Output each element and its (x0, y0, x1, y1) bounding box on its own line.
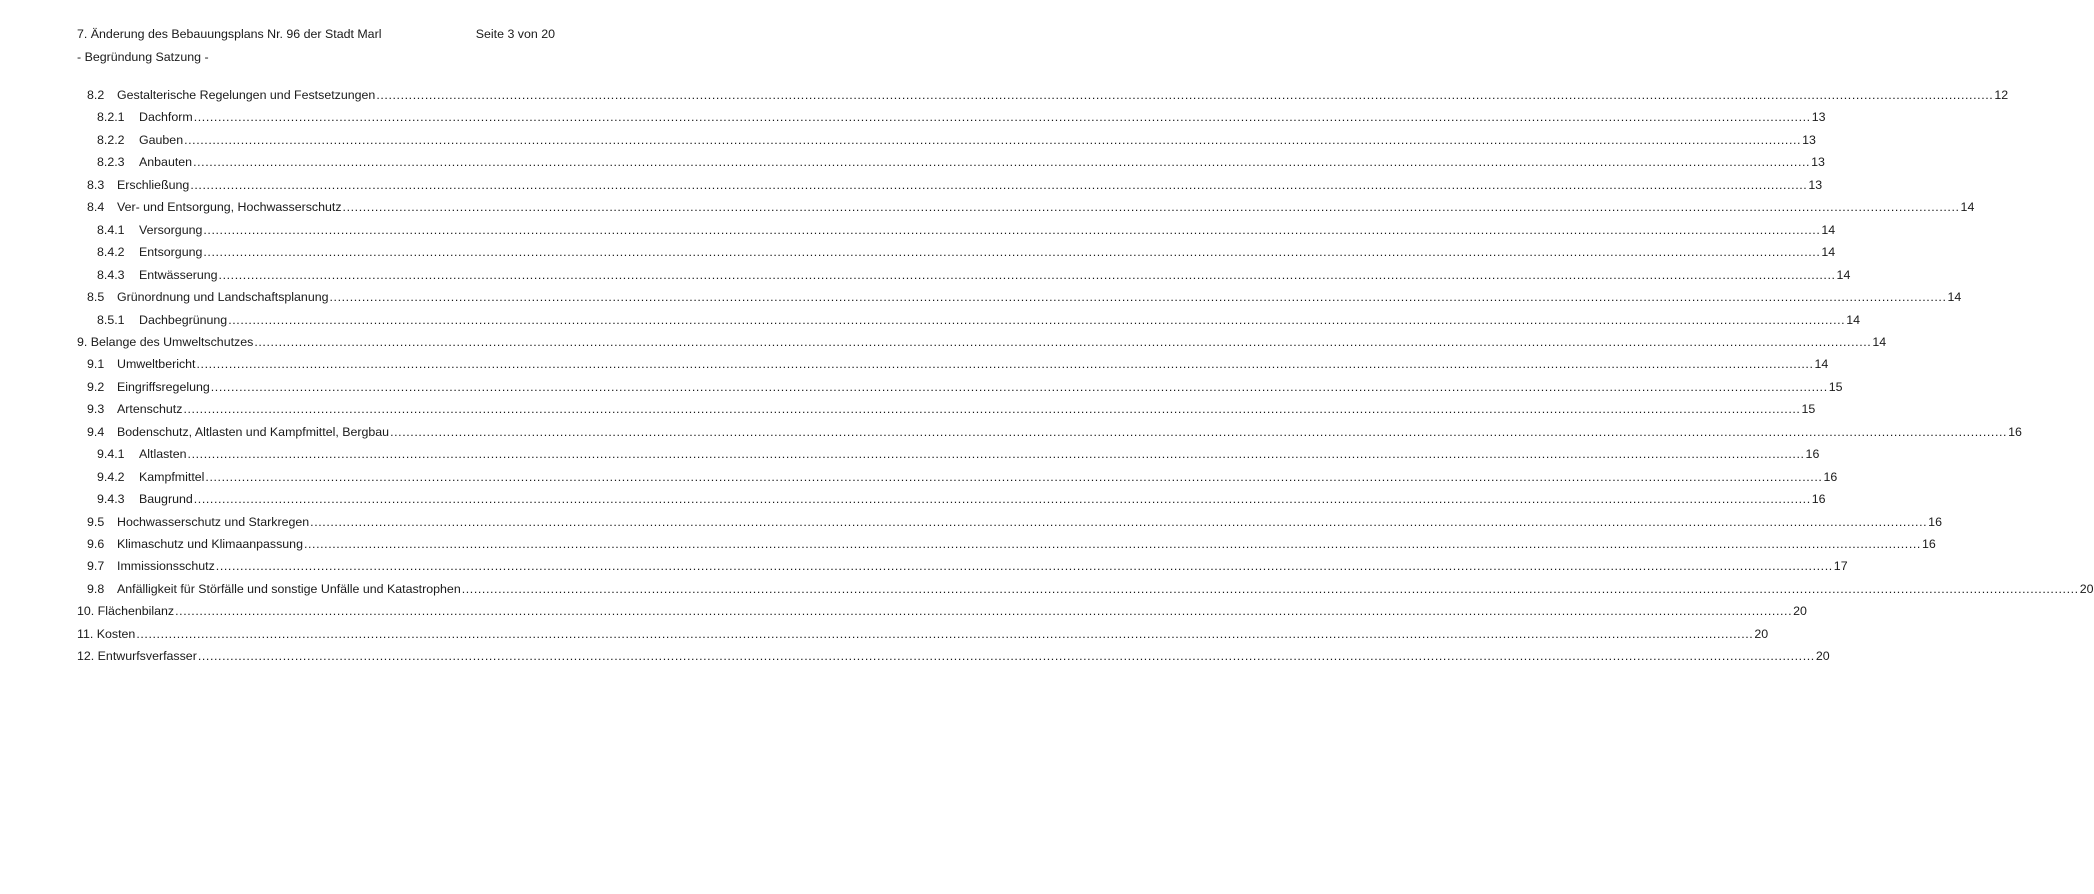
toc-entry[interactable] (87, 514, 1942, 531)
toc-entry-title: Dachform (139, 110, 193, 125)
toc-entry[interactable] (77, 648, 1830, 665)
toc-entry-number: 9.5 (87, 514, 105, 529)
toc-entry-number: 8.4.3 (97, 267, 125, 282)
toc-entry-page: 16 (1811, 492, 1826, 507)
toc-entry-title: Entsorgung (139, 245, 203, 260)
toc-entry-page: 12 (1994, 88, 2009, 102)
toc-entry-page: 14 (1821, 245, 1836, 260)
toc-entry-number: 9.2 (87, 379, 105, 394)
toc-entry-page: 14 (1872, 334, 1887, 349)
toc-leader-dots: ................................................................................................................................................................................................................................................................................................................................................................................................................ (197, 649, 1815, 664)
toc-entry[interactable] (97, 154, 1825, 171)
toc-entry-number: 9.4 (87, 424, 105, 439)
toc-leader-dots: ................................................................................................................................................................................................................................................................................................................................................................................................................ (218, 267, 1836, 282)
toc-entry-title: Dachbegrünung (139, 312, 228, 327)
toc-entry-page: 13 (1811, 155, 1825, 170)
toc-entry-number: 8.5 (87, 290, 105, 305)
toc-entry-page: 15 (1828, 379, 1843, 394)
toc-leader-dots: ................................................................................................................................................................................................................................................................................................................................................................................................................ (342, 200, 1960, 215)
toc-entry-page: 13 (1811, 110, 1826, 125)
toc-entry-title: Artenschutz (117, 402, 183, 417)
toc-entry[interactable] (87, 177, 1823, 194)
toc-entry-title: Klimaschutz und Klimaanpassung (117, 537, 303, 551)
toc-entry-page: 13 (1802, 132, 1816, 147)
toc-entry-title: Erschließung (117, 177, 190, 192)
toc-entry-page: 20 (1793, 604, 1807, 619)
toc-leader-dots: ................................................................................................................................................................................................................................................................................................................................................................................................................ (210, 379, 1828, 394)
toc-entry-title: 10. Flächenbilanz (77, 604, 175, 619)
toc-entry-title: 11. Kosten (77, 626, 136, 641)
toc-entry-title: Altlasten (139, 447, 187, 462)
toc-entry-number: 9.8 (87, 581, 105, 596)
toc-leader-dots: ................................................................................................................................................................................................................................................................................................................................................................................................................ (183, 402, 1801, 417)
toc-entry-page: 16 (2008, 424, 2022, 439)
toc-entry-number: 9.4.1 (97, 447, 125, 462)
toc-entry-page: 20 (1815, 649, 1830, 664)
toc-entry-title: Kampfmittel (139, 469, 205, 484)
toc-entry-number: 9.4.2 (97, 469, 125, 484)
toc-entry[interactable] (87, 536, 1936, 553)
toc-entry-page: 14 (1960, 200, 1975, 215)
toc-entry-number: 8.2 (87, 88, 105, 102)
toc-entry[interactable] (97, 222, 1836, 239)
toc-entry-page: 14 (1947, 290, 1962, 305)
toc-entry-title: Baugrund (139, 492, 193, 507)
toc-entry-number: 9.3 (87, 402, 105, 417)
toc-entry-title: Eingriffsregelung (117, 379, 210, 394)
toc-entry-page: 14 (1846, 312, 1860, 327)
toc-entry[interactable] (97, 109, 1826, 126)
toc-entry-number: 8.2.3 (97, 155, 125, 170)
toc-entry-page: 17 (1833, 559, 1848, 574)
toc-leader-dots: ................................................................................................................................................................................................................................................................................................................................................................................................................ (228, 312, 1846, 327)
document-title: 7. Änderung des Bebauungsplans Nr. 96 der Stadt Marl (77, 27, 382, 41)
toc-entry[interactable] (97, 132, 1816, 149)
toc-entry-number: 8.4.2 (97, 245, 125, 260)
toc-entry-number: 9.1 (87, 357, 105, 372)
toc-entry-page: 14 (1836, 267, 1851, 282)
toc-entry[interactable] (97, 491, 1826, 508)
toc-entry-number: 8.2.1 (97, 110, 125, 125)
toc-entry-title: 9. Belange des Umweltschutzes (77, 334, 254, 349)
toc-entry-title: Bodenschutz, Altlasten und Kampfmittel, Bergbau (117, 424, 390, 439)
toc-leader-dots: ................................................................................................................................................................................................................................................................................................................................................................................................................ (136, 626, 1754, 641)
toc-entry[interactable] (97, 469, 1838, 486)
toc-leader-dots: ................................................................................................................................................................................................................................................................................................................................................................................................................ (175, 604, 1793, 619)
toc-entry-title: Anbauten (139, 155, 193, 170)
toc-leader-dots: ................................................................................................................................................................................................................................................................................................................................................................................................................ (184, 132, 1802, 147)
toc-leader-dots: ................................................................................................................................................................................................................................................................................................................................................................................................................ (461, 581, 2079, 596)
toc-leader-dots: ................................................................................................................................................................................................................................................................................................................................................................................................................ (376, 88, 1994, 102)
toc-leader-dots: ................................................................................................................................................................................................................................................................................................................................................................................................................ (310, 514, 1928, 529)
toc-entry[interactable] (87, 356, 1829, 373)
toc-entry-page: 20 (1754, 626, 1769, 641)
toc-entry[interactable] (87, 199, 1975, 216)
toc-leader-dots: ................................................................................................................................................................................................................................................................................................................................................................................................................ (203, 245, 1821, 260)
toc-leader-dots: ................................................................................................................................................................................................................................................................................................................................................................................................................ (196, 357, 1814, 372)
toc-entry-number: 8.2.2 (97, 132, 125, 147)
toc-entry-number: 9.6 (87, 537, 105, 551)
toc-entry-title: Anfälligkeit für Störfälle und sonstige Unfälle und Katastrophen (117, 581, 461, 596)
toc-entry[interactable] (87, 379, 1843, 396)
toc-entry-page: 14 (1821, 222, 1836, 237)
toc-leader-dots: ................................................................................................................................................................................................................................................................................................................................................................................................................ (193, 155, 1811, 170)
toc-entry[interactable] (77, 603, 1807, 620)
toc-entry-page: 16 (1921, 537, 1936, 551)
toc-entry[interactable] (97, 446, 1820, 463)
toc-entry-title: 12. Entwurfsverfasser (77, 649, 197, 664)
toc-leader-dots: ................................................................................................................................................................................................................................................................................................................................................................................................................ (254, 334, 1872, 349)
toc-entry[interactable] (97, 244, 1836, 261)
toc-entry[interactable] (87, 289, 1962, 306)
toc-entry-number: 8.3 (87, 177, 105, 192)
toc-leader-dots: ................................................................................................................................................................................................................................................................................................................................................................................................................ (190, 177, 1808, 192)
toc-entry[interactable] (77, 626, 1769, 643)
toc-entry-page: 16 (1928, 514, 1942, 529)
toc-leader-dots: ................................................................................................................................................................................................................................................................................................................................................................................................................ (205, 469, 1823, 484)
toc-entry-title: Umweltbericht (117, 357, 196, 372)
toc-leader-dots: ................................................................................................................................................................................................................................................................................................................................................................................................................ (193, 492, 1811, 507)
toc-entry-title: Grünordnung und Landschaftsplanung (117, 290, 329, 305)
toc-entry-number: 9.7 (87, 559, 105, 574)
toc-entry-page: 20 (2079, 581, 2094, 596)
toc-entry-title: Gestalterische Regelungen und Festsetzungen (117, 88, 376, 102)
toc-entry-title: Hochwasserschutz und Starkregen (117, 514, 310, 529)
document-subtitle: - Begründung Satzung - (77, 50, 209, 64)
toc-entry-page: 16 (1823, 469, 1838, 484)
toc-entry[interactable] (97, 267, 1851, 284)
toc-entry-number: 8.4.1 (97, 222, 125, 237)
toc-entry-page: 13 (1808, 177, 1823, 192)
toc-entry-page: 15 (1801, 402, 1816, 417)
toc-entry-number: 8.4 (87, 200, 105, 215)
toc-entry[interactable] (87, 87, 2009, 104)
toc-leader-dots: ................................................................................................................................................................................................................................................................................................................................................................................................................ (329, 290, 1947, 305)
page-number: Seite 3 von 20 (475, 27, 555, 41)
toc-entry-title: Ver- und Entsorgung, Hochwasserschutz (117, 200, 342, 215)
toc-entry[interactable] (77, 334, 1887, 351)
toc-leader-dots: ................................................................................................................................................................................................................................................................................................................................................................................................................ (390, 424, 2008, 439)
toc-leader-dots: ................................................................................................................................................................................................................................................................................................................................................................................................................ (215, 559, 1833, 574)
toc-entry[interactable] (97, 312, 1860, 329)
toc-entry[interactable] (87, 581, 2094, 598)
toc-entry[interactable] (87, 558, 1848, 575)
toc-leader-dots: ................................................................................................................................................................................................................................................................................................................................................................................................................ (187, 447, 1805, 462)
toc-entry[interactable] (87, 401, 1816, 418)
toc-entry[interactable] (87, 424, 2022, 441)
toc-leader-dots: ................................................................................................................................................................................................................................................................................................................................................................................................................ (303, 537, 1921, 551)
toc-entry-title: Immissionsschutz (117, 559, 215, 574)
toc-entry-number: 9.4.3 (97, 492, 125, 507)
toc-entry-title: Versorgung (139, 222, 203, 237)
toc-leader-dots: ................................................................................................................................................................................................................................................................................................................................................................................................................ (193, 110, 1811, 125)
toc-entry-title: Entwässerung (139, 267, 218, 282)
toc-entry-title: Gauben (139, 132, 184, 147)
toc-entry-number: 8.5.1 (97, 312, 125, 327)
toc-entry-page: 16 (1805, 447, 1820, 462)
toc-leader-dots: ................................................................................................................................................................................................................................................................................................................................................................................................................ (203, 222, 1821, 237)
toc-entry-page: 14 (1814, 357, 1829, 372)
